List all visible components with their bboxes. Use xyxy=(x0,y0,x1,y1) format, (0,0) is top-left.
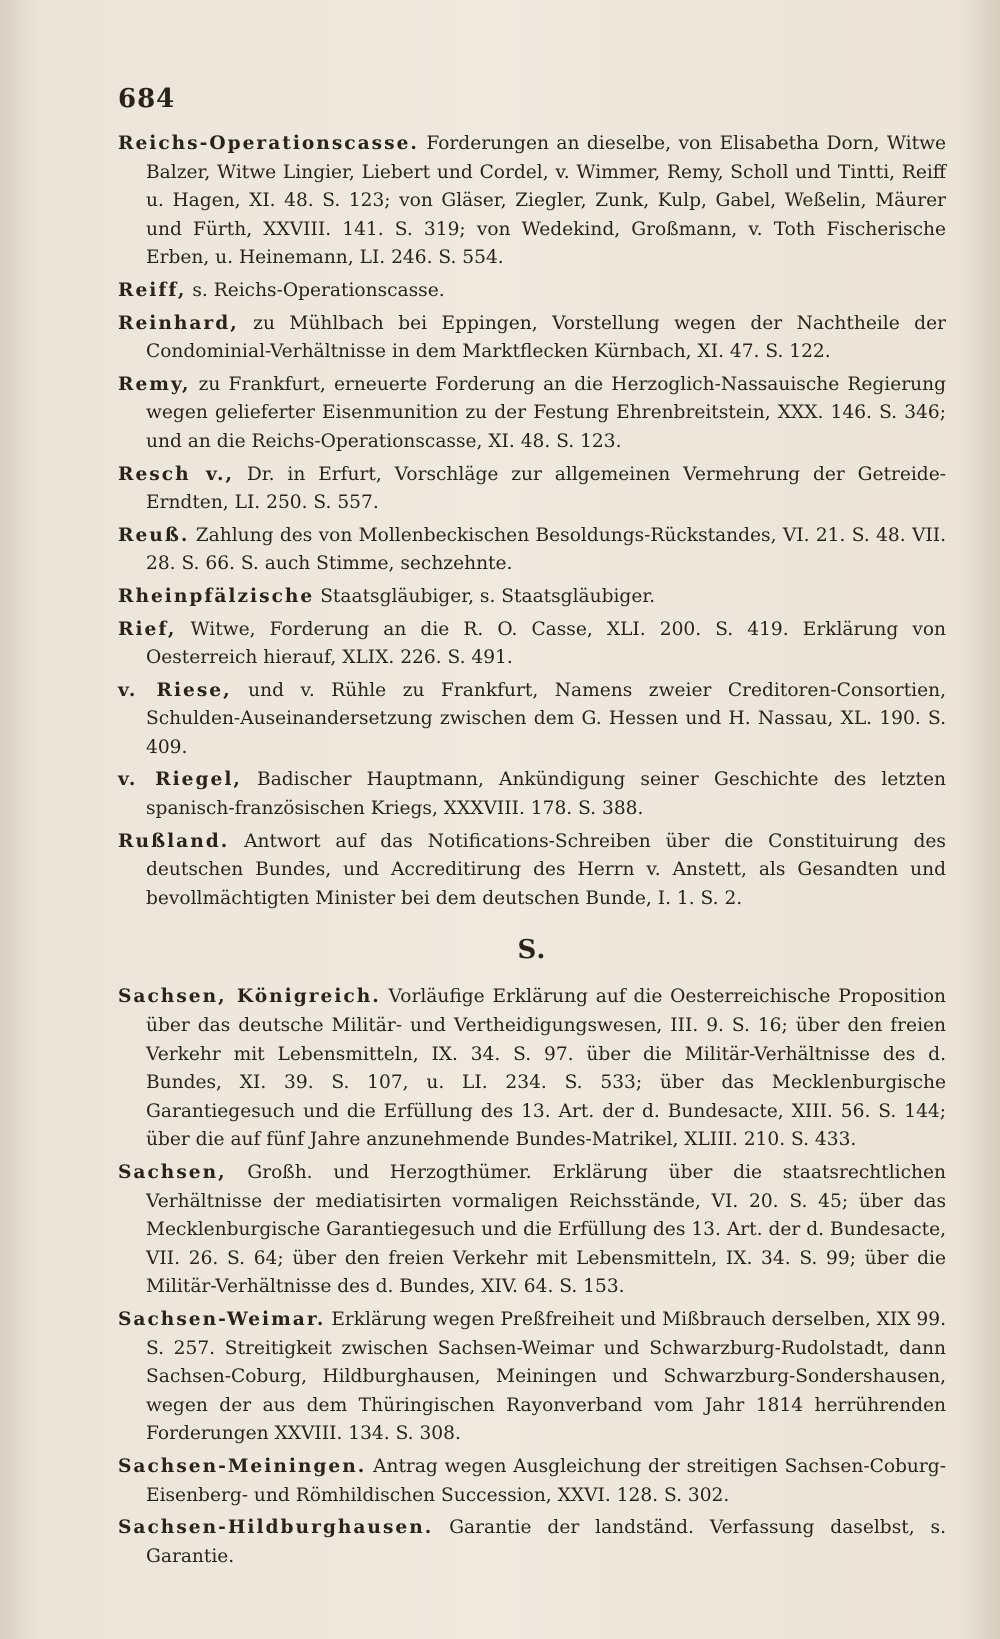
index-entry xyxy=(118,1514,946,1571)
entry-text: Dr. in Erfurt, Vorschläge zur allgemeinen Vermehrung der Getreide-Erndten, LI. 250. S. 557. xyxy=(146,463,946,514)
entry-text: Antrag wegen Ausgleichung der streitigen Sachsen-Coburg-Eisenberg- und Römhildischen Succession, XXVI. 128. S. 302. xyxy=(146,1455,946,1506)
entry-heading: Sachsen, xyxy=(118,1162,227,1183)
index-entry xyxy=(118,766,946,823)
entry-text: Antwort auf das Notifications-Schreiben über die Constituirung des deutschen Bundes, und Accreditirung des Herrn v. Anstett, als Gesandten und bevollmächtigten Minister bei dem deutschen Bunde, I. 1. S. 2. xyxy=(146,830,946,909)
index-entry xyxy=(118,310,946,367)
index-entry xyxy=(118,130,946,273)
index-entry xyxy=(118,461,946,518)
index-entry xyxy=(118,828,946,914)
entry-heading: Sachsen-Meiningen. xyxy=(118,1455,367,1477)
index-entry xyxy=(118,371,946,457)
entry-heading: v. Riese, xyxy=(118,679,232,701)
index-entry xyxy=(118,677,946,763)
entry-text: s. Reichs-Operationscasse. xyxy=(192,279,445,301)
entry-heading: Resch v., xyxy=(118,463,234,485)
entry-text: Staatsgläubiger, s. Staatsgläubiger. xyxy=(320,585,656,607)
entry-heading: Sachsen-Hildburghausen. xyxy=(118,1517,434,1539)
entries-after-section xyxy=(118,983,946,1571)
entry-text: und v. Rühle zu Frankfurt, Namens zweier Creditoren-Consortien, Schulden-Auseinandersetzung zwischen dem G. Hessen und H. Nassau, XL. 190. S. 409. xyxy=(146,679,946,758)
entry-text: Garantie der landständ. Verfassung daselbst, s. Garantie. xyxy=(146,1517,946,1567)
entry-heading: Sachsen-Weimar. xyxy=(118,1308,326,1330)
entry-text: Badischer Hauptmann, Ankündigung seiner Geschichte des letzten spanisch-französischen Kriegs, XXXVIII. 178. S. 388. xyxy=(146,769,946,820)
entry-text: Erklärung wegen Preßfreiheit und Mißbrauch derselben, XIX 99. S. 257. Streitigkeit zwischen Sachsen-Weimar und Schwarzburg-Rudolstadt, dann Sachsen-Coburg, Hildburghausen, Meiningen und Schwarzburg-Sondershausen, wegen der aus dem Thüringischen Rayonverband vom Jahr 1814 herrührenden Forderungen XXVIII. 134. S. 308. xyxy=(146,1308,946,1445)
page-number: 684 xyxy=(118,84,176,114)
entry-heading: Rief, xyxy=(118,618,177,640)
entry-heading: Reinhard, xyxy=(118,312,239,334)
entry-text: zu Mühlbach bei Eppingen, Vorstellung wegen der Nachtheile der Condominial-Verhältnisse in dem Marktflecken Kürnbach, XI. 47. S. 122. xyxy=(146,312,946,363)
entry-text: Forderungen an dieselbe, von Elisabetha Dorn, Witwe Balzer, Witwe Lingier, Liebert und Cordel, v. Wimmer, Remy, Scholl und Tintti, Reiff u. Hagen, XI. 48. S. 123; von Gläser, Ziegler, Zunk, Kulp, Gabel, Weßelin, Mäurer und Fürth, XXVIII. 141. S. 319; von Wedekind, Großmann, v. Toth Fischerische Erben, u. Heinemann, LI. 246. S. 554. xyxy=(146,133,946,269)
entry-heading: Sachsen, Königreich. xyxy=(118,986,381,1008)
index-entry xyxy=(118,1306,946,1449)
index-entry xyxy=(118,277,946,306)
entry-heading: Remy, xyxy=(118,373,191,395)
index-entry xyxy=(118,1159,946,1302)
entry-text: zu Frankfurt, erneuerte Forderung an die Herzoglich-Nassauische Regierung wegen gelieferter Eisenmunition zu der Festung Ehrenbreitstein, XXX. 146. S. 346; und an die Reichs-Operationscasse, XI. 48. S. 123. xyxy=(146,373,946,452)
entry-text: Witwe, Forderung an die R. O. Casse, XLI. 200. S. 419. Erklärung von Oesterreich hierauf, XLIX. 226. S. 491. xyxy=(146,618,946,669)
entry-heading: Reichs-Operationscasse. xyxy=(118,133,419,154)
index-entry xyxy=(118,522,946,579)
entry-heading: Reuß. xyxy=(118,524,190,546)
entry-text: Großh. und Herzogthümer. Erklärung über die staatsrechtlichen Verhältnisse der mediatisirten vormaligen Reichsstände, VI. 20. S. 45; über das Mecklenburgische Garantiegesuch und die Erfüllung des 13. Art. der d. Bundesacte, VII. 26. S. 64; über den freien Verkehr mit Lebensmitteln, IX. 34. S. 99; über die Militär-Verhältnisse des d. Bundes, XIV. 64. S. 153. xyxy=(146,1162,946,1298)
index-entry xyxy=(118,983,946,1155)
index-entry xyxy=(118,616,946,673)
index-entry xyxy=(118,583,946,612)
section-letter-heading: S. xyxy=(517,935,547,966)
index-entry xyxy=(118,1453,946,1510)
index-entries xyxy=(118,130,946,1575)
entries-before-section xyxy=(118,130,946,913)
entry-text: Zahlung des von Mollenbeckischen Besoldungs-Rückstandes, VI. 21. S. 48. VII. 28. S. 66. S. auch Stimme, sechzehnte. xyxy=(146,524,946,575)
entry-heading: Rußland. xyxy=(118,830,230,852)
entry-heading: Rheinpfälzische xyxy=(118,585,315,607)
entry-heading: v. Riegel, xyxy=(118,769,242,791)
entry-text: Vorläufige Erklärung auf die Oesterreichische Proposition über das deutsche Militär- und Vertheidigungswesen, III. 9. S. 16; über den freien Verkehr mit Lebensmitteln, IX. 34. S. 97. über die Militär-Verhältnisse des d. Bundes, XI. 39. S. 107, u. LI. 234. S. 533; über das Mecklenburgische Garantiegesuch und die Erfüllung des 13. Art. der d. Bundesacte, XIII. 56. S. 144; über die auf fünf Jahre anzunehmende Bundes-Matrikel, XLIII. 210. S. 433. xyxy=(146,986,946,1151)
entry-heading: Reiff, xyxy=(118,279,187,301)
